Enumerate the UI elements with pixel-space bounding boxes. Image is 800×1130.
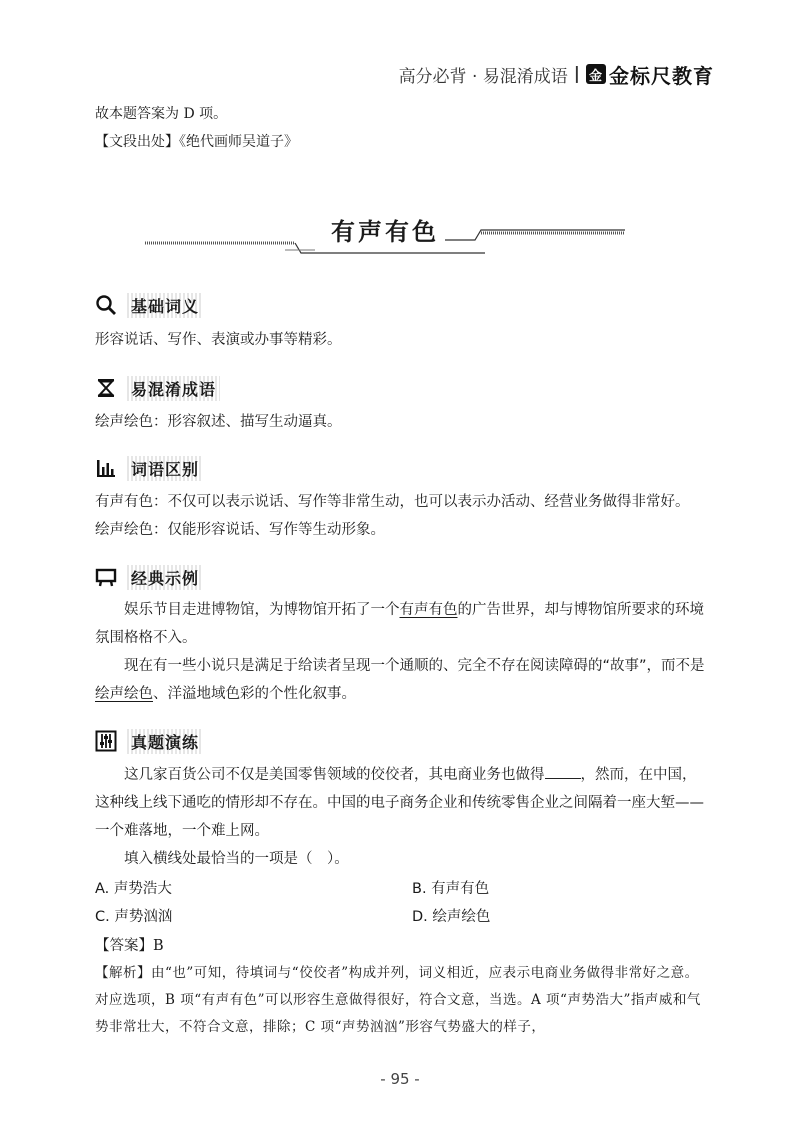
section-practice-title: 真题演练 bbox=[127, 729, 203, 754]
search-icon bbox=[95, 294, 117, 316]
sliders-icon bbox=[95, 730, 117, 752]
cart-icon bbox=[95, 566, 117, 588]
option-b: B. 有声有色 bbox=[412, 881, 490, 897]
example-2-text-end: 、洋溢地域色彩的个性化叙事。 bbox=[153, 686, 356, 702]
section-basic-text: 形容说话、写作、表演或办事等精彩。 bbox=[95, 332, 342, 348]
example-1-term: 有声有色 bbox=[399, 602, 458, 618]
section-practice-heading bbox=[95, 728, 203, 754]
brand-logo bbox=[586, 60, 714, 89]
example-paragraph-1 bbox=[95, 596, 705, 652]
section-basic-heading bbox=[95, 292, 203, 318]
section-confusing-title: 易混淆成语 bbox=[127, 376, 220, 401]
section-basic-title: 基础词义 bbox=[127, 293, 203, 318]
section-confusing-text: 绘声绘色：形容叙述、描写生动逼真。 bbox=[95, 414, 342, 430]
logo-text: 金标尺教育 bbox=[609, 63, 714, 88]
bar-chart-icon bbox=[95, 457, 117, 479]
analysis-text: 【解析】由“也”可知，待填词与“佼佼者”构成并列，词义相近，应表示电商业务做得非常好之意。对应选项，B 项“有声有色”可以形容生意做得很好，符合文意，当选。A 项“声势浩大”指声威和气势非常壮大，不符合文意，排除；C 项“声势汹汹”形容气势盛大的样子， bbox=[95, 965, 701, 1035]
source-line: 【文段出处】《绝代画师吴道子》 bbox=[95, 134, 298, 150]
logo-mark-icon: 金 bbox=[586, 64, 606, 84]
example-1-text: 娱乐节目走进博物馆，为博物馆开拓了一个 bbox=[124, 602, 400, 618]
series-title: 高分必背 · 易混淆成语 bbox=[398, 66, 568, 87]
example-1-text-end: 的广告世界，却与博物馆所要求的环境氛围格格不入。 bbox=[95, 602, 704, 646]
section-difference-heading bbox=[95, 455, 203, 481]
question-stem bbox=[95, 761, 705, 845]
section-confusing-heading bbox=[95, 375, 220, 401]
example-2-term: 绘声绘色 bbox=[95, 686, 153, 702]
page-number: - 95 - bbox=[380, 1070, 420, 1088]
example-paragraph-2 bbox=[95, 652, 705, 708]
section-examples-title: 经典示例 bbox=[127, 565, 203, 590]
hourglass-icon bbox=[95, 377, 117, 399]
question-text: 这几家百货公司不仅是美国零售领域的佼佼者，其电商业务也做得 bbox=[124, 767, 545, 783]
section-difference-line2: 绘声绘色：仅能形容说话、写作等生动形象。 bbox=[95, 522, 385, 538]
option-c: C. 声势汹汹 bbox=[95, 909, 173, 925]
section-difference-title: 词语区别 bbox=[127, 456, 203, 481]
example-2-text: 现在有一些小说只是满足于给读者呈现一个通顺的、完全不存在阅读障碍的“故事”，而不是 bbox=[124, 658, 705, 674]
title-banner bbox=[145, 208, 625, 258]
question-prompt: 填入横线处最恰当的一项是（ ）。 bbox=[124, 851, 349, 867]
previous-answer-line: 故本题答案为 D 项。 bbox=[95, 106, 228, 122]
page-header bbox=[399, 60, 714, 88]
answer-line: 【答案】B bbox=[95, 938, 164, 954]
option-d: D. 绘声绘色 bbox=[412, 909, 491, 925]
header-separator: | bbox=[573, 64, 580, 84]
question-text-end: ，然而，在中国，这种线上线下通吃的情形却不存在。中国的电子商务企业和传统零售企业之间隔着一座大堑——一个难落地，一个难上网。 bbox=[95, 767, 704, 839]
answer-blank bbox=[545, 764, 581, 779]
idiom-title: 有声有色 bbox=[331, 217, 439, 246]
section-examples-heading bbox=[95, 564, 203, 590]
section-difference-line1: 有声有色：不仅可以表示说话、写作等非常生动，也可以表示办活动、经营业务做得非常好。 bbox=[95, 494, 690, 510]
option-a: A. 声势浩大 bbox=[95, 881, 172, 897]
